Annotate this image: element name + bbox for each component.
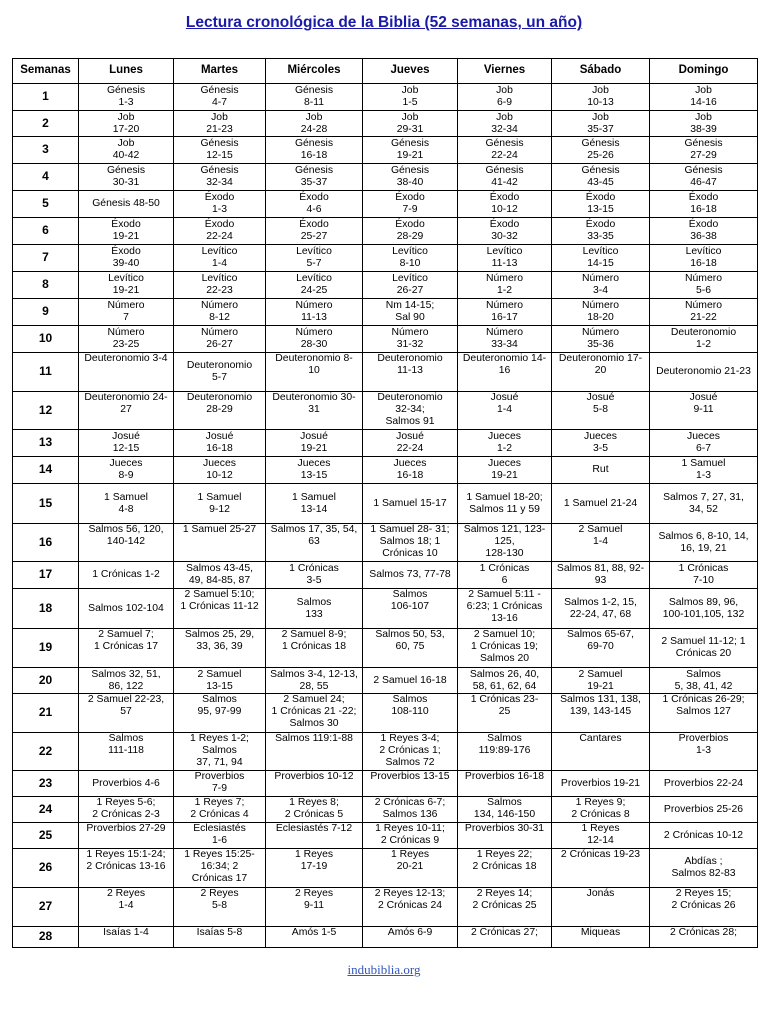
reading-cell: 1 Reyes 17-19	[266, 849, 363, 888]
reading-cell: Jueces 19-21	[458, 457, 552, 484]
week-number: 4	[13, 164, 79, 191]
reading-cell: Deuteronomio 11-13	[363, 353, 458, 392]
reading-cell: Miqueas	[552, 927, 650, 948]
reading-cell: Salmos 131, 138, 139, 143-145	[552, 694, 650, 733]
reading-cell: Proverbios 4-6	[79, 771, 174, 797]
reading-cell: Levítico 8-10	[363, 245, 458, 272]
reading-cell: 1 Samuel 25-27	[174, 524, 266, 562]
reading-cell: Josué 16-18	[174, 430, 266, 457]
reading-cell: 2 Reyes 12-13; 2 Crónicas 24	[363, 888, 458, 927]
reading-cell: Deuteronomio 24- 27	[79, 392, 174, 430]
reading-cell: Salmos 106-107	[363, 589, 458, 629]
table-row	[13, 629, 758, 668]
reading-cell: Salmos 50, 53, 60, 75	[363, 629, 458, 668]
reading-cell: 2 Crónicas 28;	[650, 927, 758, 948]
reading-cell: Salmos 134, 146-150	[458, 797, 552, 823]
reading-cell: Éxodo 4-6	[266, 191, 363, 218]
reading-cell: 2 Samuel 13-15	[174, 668, 266, 694]
reading-cell: Josué 12-15	[79, 430, 174, 457]
reading-cell: Proverbios 1-3	[650, 733, 758, 771]
header-sabado: Sábado	[552, 59, 650, 84]
reading-cell: Eclesiastés 7-12	[266, 823, 363, 849]
reading-cell: Salmos 25, 29, 33, 36, 39	[174, 629, 266, 668]
site-link[interactable]: indubiblia.org	[347, 962, 421, 977]
reading-cell: 1 Reyes 10-11; 2 Crónicas 9	[363, 823, 458, 849]
table-row	[13, 668, 758, 694]
table-row	[13, 589, 758, 629]
reading-cell: Salmos 121, 123- 125, 128-130	[458, 524, 552, 562]
week-number: 28	[13, 927, 79, 948]
reading-cell: Número 26-27	[174, 326, 266, 353]
table-row	[13, 430, 758, 457]
reading-cell: Job 24-28	[266, 111, 363, 137]
reading-cell: Número 7	[79, 299, 174, 326]
reading-cell: 1 Reyes 5-6; 2 Crónicas 2-3	[79, 797, 174, 823]
reading-cell: Eclesiastés 1-6	[174, 823, 266, 849]
week-number: 23	[13, 771, 79, 797]
table-row	[13, 272, 758, 299]
reading-cell: Deuteronomio 30- 31	[266, 392, 363, 430]
reading-cell: Salmos 73, 77-78	[363, 562, 458, 589]
reading-cell: Éxodo 39-40	[79, 245, 174, 272]
reading-cell: Génesis 32-34	[174, 164, 266, 191]
reading-cell: Proverbios 19-21	[552, 771, 650, 797]
reading-cell: Levítico 16-18	[650, 245, 758, 272]
reading-cell: Número 33-34	[458, 326, 552, 353]
reading-cell: Salmos 133	[266, 589, 363, 629]
reading-cell: 2 Crónicas 19-23	[552, 849, 650, 888]
reading-cell: Salmos 32, 51, 86, 122	[79, 668, 174, 694]
reading-cell: Proverbios 10-12	[266, 771, 363, 797]
reading-cell: Génesis 8-11	[266, 84, 363, 111]
reading-cell: Deuteronomio 17- 20	[552, 353, 650, 392]
reading-cell: Proverbios 22-24	[650, 771, 758, 797]
reading-cell: Salmos 3-4, 12-13, 28, 55	[266, 668, 363, 694]
reading-cell: Éxodo 33-35	[552, 218, 650, 245]
table-row	[13, 299, 758, 326]
week-number: 22	[13, 733, 79, 771]
reading-cell: Proverbios 13-15	[363, 771, 458, 797]
reading-cell: Proverbios 16-18	[458, 771, 552, 797]
reading-cell: Génesis 43-45	[552, 164, 650, 191]
reading-cell: Salmos 108-110	[363, 694, 458, 733]
reading-cell: Job 32-34	[458, 111, 552, 137]
reading-cell: Número 11-13	[266, 299, 363, 326]
reading-cell: Deuteronomio 21-23	[650, 353, 758, 392]
reading-cell: Génesis 46-47	[650, 164, 758, 191]
table-row	[13, 326, 758, 353]
reading-cell: Salmos 56, 120, 140-142	[79, 524, 174, 562]
reading-cell: 1 Samuel 4-8	[79, 484, 174, 524]
reading-cell: Salmos 26, 40, 58, 61, 62, 64	[458, 668, 552, 694]
reading-cell: Levítico 14-15	[552, 245, 650, 272]
reading-cell: Éxodo 7-9	[363, 191, 458, 218]
header-lunes: Lunes	[79, 59, 174, 84]
reading-cell: Proverbios 27-29	[79, 823, 174, 849]
table-row	[13, 562, 758, 589]
reading-cell: Deuteronomio 14- 16	[458, 353, 552, 392]
week-number: 6	[13, 218, 79, 245]
week-number: 11	[13, 353, 79, 392]
reading-cell: 2 Samuel 16-18	[363, 668, 458, 694]
header-martes: Martes	[174, 59, 266, 84]
header-viernes: Viernes	[458, 59, 552, 84]
reading-cell: Jonás	[552, 888, 650, 927]
table-row	[13, 191, 758, 218]
reading-cell: Éxodo 22-24	[174, 218, 266, 245]
reading-cell: 2 Samuel 19-21	[552, 668, 650, 694]
week-number: 2	[13, 111, 79, 137]
table-row	[13, 797, 758, 823]
week-number: 16	[13, 524, 79, 562]
reading-cell: Proverbios 25-26	[650, 797, 758, 823]
week-number: 5	[13, 191, 79, 218]
reading-cell: Josué 9-11	[650, 392, 758, 430]
reading-cell: 2 Samuel 24; 1 Crónicas 21 -22; Salmos 30	[266, 694, 363, 733]
week-number: 3	[13, 137, 79, 164]
table-row	[13, 823, 758, 849]
reading-cell: Josué 5-8	[552, 392, 650, 430]
reading-cell: Jueces 1-2	[458, 430, 552, 457]
reading-cell: Jueces 13-15	[266, 457, 363, 484]
header-semanas: Semanas	[13, 59, 79, 84]
reading-plan-table	[12, 58, 758, 948]
reading-cell: Salmos 119:89-176	[458, 733, 552, 771]
reading-cell: Éxodo 13-15	[552, 191, 650, 218]
table-row	[13, 771, 758, 797]
reading-cell: 2 Reyes 14; 2 Crónicas 25	[458, 888, 552, 927]
reading-cell: 2 Samuel 11-12; 1 Crónicas 20	[650, 629, 758, 668]
reading-cell: 1 Crónicas 26-29; Salmos 127	[650, 694, 758, 733]
reading-cell: Proverbios 30-31	[458, 823, 552, 849]
reading-cell: 1 Crónicas 1-2	[79, 562, 174, 589]
reading-cell: Salmos 7, 27, 31, 34, 52	[650, 484, 758, 524]
reading-cell: 2 Crónicas 6-7; Salmos 136	[363, 797, 458, 823]
reading-cell: Éxodo 1-3	[174, 191, 266, 218]
reading-cell: 1 Samuel 15-17	[363, 484, 458, 524]
table-row	[13, 164, 758, 191]
reading-cell: Josué 22-24	[363, 430, 458, 457]
reading-cell: 2 Reyes 9-11	[266, 888, 363, 927]
reading-cell: Génesis 35-37	[266, 164, 363, 191]
reading-cell: Salmos 43-45, 49, 84-85, 87	[174, 562, 266, 589]
week-number: 13	[13, 430, 79, 457]
reading-cell: Levítico 22-23	[174, 272, 266, 299]
reading-cell: Número 21-22	[650, 299, 758, 326]
reading-cell: 1 Samuel 13-14	[266, 484, 363, 524]
reading-cell: Número 1-2	[458, 272, 552, 299]
reading-cell: Génesis 25-26	[552, 137, 650, 164]
reading-cell: 2 Samuel 7; 1 Crónicas 17	[79, 629, 174, 668]
reading-cell: Génesis 41-42	[458, 164, 552, 191]
reading-cell: Génesis 19-21	[363, 137, 458, 164]
reading-cell: Génesis 1-3	[79, 84, 174, 111]
week-number: 17	[13, 562, 79, 589]
header-jueves: Jueves	[363, 59, 458, 84]
week-number: 19	[13, 629, 79, 668]
reading-cell: Número 16-17	[458, 299, 552, 326]
reading-cell: Salmos 5, 38, 41, 42	[650, 668, 758, 694]
reading-cell: Deuteronomio 8- 10	[266, 353, 363, 392]
table-row	[13, 392, 758, 430]
table-row	[13, 484, 758, 524]
reading-cell: Éxodo 25-27	[266, 218, 363, 245]
reading-cell: 2 Samuel 5:10; 1 Crónicas 11-12	[174, 589, 266, 629]
table-row	[13, 218, 758, 245]
reading-cell: Amós 1-5	[266, 927, 363, 948]
reading-cell: Job 6-9	[458, 84, 552, 111]
reading-cell: Deuteronomio 1-2	[650, 326, 758, 353]
reading-cell: Nm 14-15; Sal 90	[363, 299, 458, 326]
reading-cell: Éxodo 16-18	[650, 191, 758, 218]
week-number: 14	[13, 457, 79, 484]
reading-cell: 1 Reyes 7; 2 Crónicas 4	[174, 797, 266, 823]
reading-cell: Salmos 95, 97-99	[174, 694, 266, 733]
reading-cell: Salmos 6, 8-10, 14, 16, 19, 21	[650, 524, 758, 562]
week-number: 9	[13, 299, 79, 326]
reading-cell: Job 1-5	[363, 84, 458, 111]
reading-cell: 1 Samuel 9-12	[174, 484, 266, 524]
reading-cell: Génesis 38-40	[363, 164, 458, 191]
reading-cell: Número 3-4	[552, 272, 650, 299]
reading-cell: Génesis 30-31	[79, 164, 174, 191]
reading-cell: Amós 6-9	[363, 927, 458, 948]
reading-cell: Éxodo 10-12	[458, 191, 552, 218]
table-row	[13, 457, 758, 484]
reading-cell: Jueces 3-5	[552, 430, 650, 457]
reading-cell: Éxodo 36-38	[650, 218, 758, 245]
reading-cell: 1 Samuel 28- 31; Salmos 18; 1 Crónicas 10	[363, 524, 458, 562]
reading-cell: Deuteronomio 3-4	[79, 353, 174, 392]
reading-cell: Génesis 48-50	[79, 191, 174, 218]
reading-cell: 1 Reyes 15:1-24; 2 Crónicas 13-16	[79, 849, 174, 888]
reading-cell: Jueces 8-9	[79, 457, 174, 484]
reading-cell: 1 Samuel 18-20; Salmos 11 y 59	[458, 484, 552, 524]
reading-cell: Levítico 26-27	[363, 272, 458, 299]
week-number: 7	[13, 245, 79, 272]
reading-cell: Job 29-31	[363, 111, 458, 137]
reading-cell: Levítico 11-13	[458, 245, 552, 272]
reading-cell: 2 Samuel 5:11 - 6:23; 1 Crónicas 13-16	[458, 589, 552, 629]
week-number: 20	[13, 668, 79, 694]
reading-cell: Isaías 5-8	[174, 927, 266, 948]
reading-cell: Génesis 16-18	[266, 137, 363, 164]
table-row	[13, 84, 758, 111]
reading-cell: 2 Reyes 15; 2 Crónicas 26	[650, 888, 758, 927]
week-number: 25	[13, 823, 79, 849]
reading-cell: 1 Reyes 22; 2 Crónicas 18	[458, 849, 552, 888]
reading-cell: Número 35-36	[552, 326, 650, 353]
reading-cell: 1 Reyes 8; 2 Crónicas 5	[266, 797, 363, 823]
reading-cell: 1 Reyes 9; 2 Crónicas 8	[552, 797, 650, 823]
reading-cell: Job 17-20	[79, 111, 174, 137]
reading-cell: 2 Samuel 8-9; 1 Crónicas 18	[266, 629, 363, 668]
reading-cell: Job 35-37	[552, 111, 650, 137]
week-number: 18	[13, 589, 79, 629]
reading-cell: Salmos 1-2, 15, 22-24, 47, 68	[552, 589, 650, 629]
table-row	[13, 849, 758, 888]
reading-cell: Salmos 81, 88, 92- 93	[552, 562, 650, 589]
reading-cell: Jueces 10-12	[174, 457, 266, 484]
reading-cell: Josué 1-4	[458, 392, 552, 430]
week-number: 1	[13, 84, 79, 111]
reading-cell: 2 Reyes 5-8	[174, 888, 266, 927]
reading-cell: Salmos 102-104	[79, 589, 174, 629]
reading-cell: Éxodo 28-29	[363, 218, 458, 245]
table-row	[13, 137, 758, 164]
reading-cell: 1 Crónicas 23- 25	[458, 694, 552, 733]
reading-cell: 1 Reyes 12-14	[552, 823, 650, 849]
reading-cell: Salmos 111-118	[79, 733, 174, 771]
reading-cell: 1 Reyes 15:25- 16:34; 2 Crónicas 17	[174, 849, 266, 888]
reading-cell: Deuteronomio 32-34; Salmos 91	[363, 392, 458, 430]
reading-cell: Job 38-39	[650, 111, 758, 137]
reading-cell: Éxodo 30-32	[458, 218, 552, 245]
reading-cell: 1 Reyes 20-21	[363, 849, 458, 888]
reading-cell: Job 14-16	[650, 84, 758, 111]
reading-cell: Número 5-6	[650, 272, 758, 299]
table-row	[13, 888, 758, 927]
reading-cell: Número 8-12	[174, 299, 266, 326]
reading-cell: Génesis 27-29	[650, 137, 758, 164]
table-row	[13, 353, 758, 392]
reading-cell: 1 Reyes 1-2; Salmos 37, 71, 94	[174, 733, 266, 771]
page-title: Lectura cronológica de la Biblia (52 semanas, un año)	[185, 14, 583, 31]
table-row	[13, 524, 758, 562]
reading-cell: Número 18-20	[552, 299, 650, 326]
reading-cell: Número 28-30	[266, 326, 363, 353]
reading-cell: 2 Samuel 10; 1 Crónicas 19; Salmos 20	[458, 629, 552, 668]
reading-cell: Levítico 24-25	[266, 272, 363, 299]
reading-cell: Job 10-13	[552, 84, 650, 111]
reading-cell: Proverbios 7-9	[174, 771, 266, 797]
reading-cell: Isaías 1-4	[79, 927, 174, 948]
reading-cell: Jueces 6-7	[650, 430, 758, 457]
reading-cell: 1 Crónicas 6	[458, 562, 552, 589]
reading-cell: Salmos 89, 96, 100-101,105, 132	[650, 589, 758, 629]
reading-cell: 1 Crónicas 3-5	[266, 562, 363, 589]
reading-cell: Deuteronomio 28-29	[174, 392, 266, 430]
reading-cell: 2 Samuel 22-23, 57	[79, 694, 174, 733]
table-row	[13, 111, 758, 137]
reading-cell: Job 21-23	[174, 111, 266, 137]
week-number: 24	[13, 797, 79, 823]
reading-cell: Job 40-42	[79, 137, 174, 164]
reading-cell: Génesis 22-24	[458, 137, 552, 164]
reading-cell: Éxodo 19-21	[79, 218, 174, 245]
reading-cell: 1 Samuel 1-3	[650, 457, 758, 484]
header-row	[13, 59, 758, 84]
week-number: 21	[13, 694, 79, 733]
reading-cell: Salmos 65-67, 69-70	[552, 629, 650, 668]
reading-cell: Levítico 1-4	[174, 245, 266, 272]
reading-cell: 1 Samuel 21-24	[552, 484, 650, 524]
reading-cell: Josué 19-21	[266, 430, 363, 457]
reading-cell: Número 31-32	[363, 326, 458, 353]
header-domingo: Domingo	[650, 59, 758, 84]
reading-cell: Número 23-25	[79, 326, 174, 353]
table-row	[13, 245, 758, 272]
week-number: 8	[13, 272, 79, 299]
reading-cell: Salmos 119:1-88	[266, 733, 363, 771]
reading-cell: Génesis 4-7	[174, 84, 266, 111]
week-number: 15	[13, 484, 79, 524]
reading-cell: 2 Crónicas 10-12	[650, 823, 758, 849]
table-row	[13, 694, 758, 733]
reading-cell: Levítico 19-21	[79, 272, 174, 299]
week-number: 26	[13, 849, 79, 888]
reading-cell: 1 Crónicas 7-10	[650, 562, 758, 589]
reading-cell: Levítico 5-7	[266, 245, 363, 272]
reading-cell: Deuteronomio 5-7	[174, 353, 266, 392]
reading-cell: 1 Reyes 3-4; 2 Crónicas 1; Salmos 72	[363, 733, 458, 771]
reading-cell: 2 Crónicas 27;	[458, 927, 552, 948]
reading-cell: 2 Samuel 1-4	[552, 524, 650, 562]
week-number: 10	[13, 326, 79, 353]
reading-cell: Cantares	[552, 733, 650, 771]
reading-cell: Abdías ; Salmos 82-83	[650, 849, 758, 888]
table-body	[13, 84, 758, 948]
week-number: 27	[13, 888, 79, 927]
table-row	[13, 927, 758, 948]
week-number: 12	[13, 392, 79, 430]
reading-cell: Salmos 17, 35, 54, 63	[266, 524, 363, 562]
table-row	[13, 733, 758, 771]
header-miercoles: Miércoles	[266, 59, 363, 84]
reading-cell: 2 Reyes 1-4	[79, 888, 174, 927]
reading-cell: Jueces 16-18	[363, 457, 458, 484]
reading-cell: Rut	[552, 457, 650, 484]
reading-cell: Génesis 12-15	[174, 137, 266, 164]
